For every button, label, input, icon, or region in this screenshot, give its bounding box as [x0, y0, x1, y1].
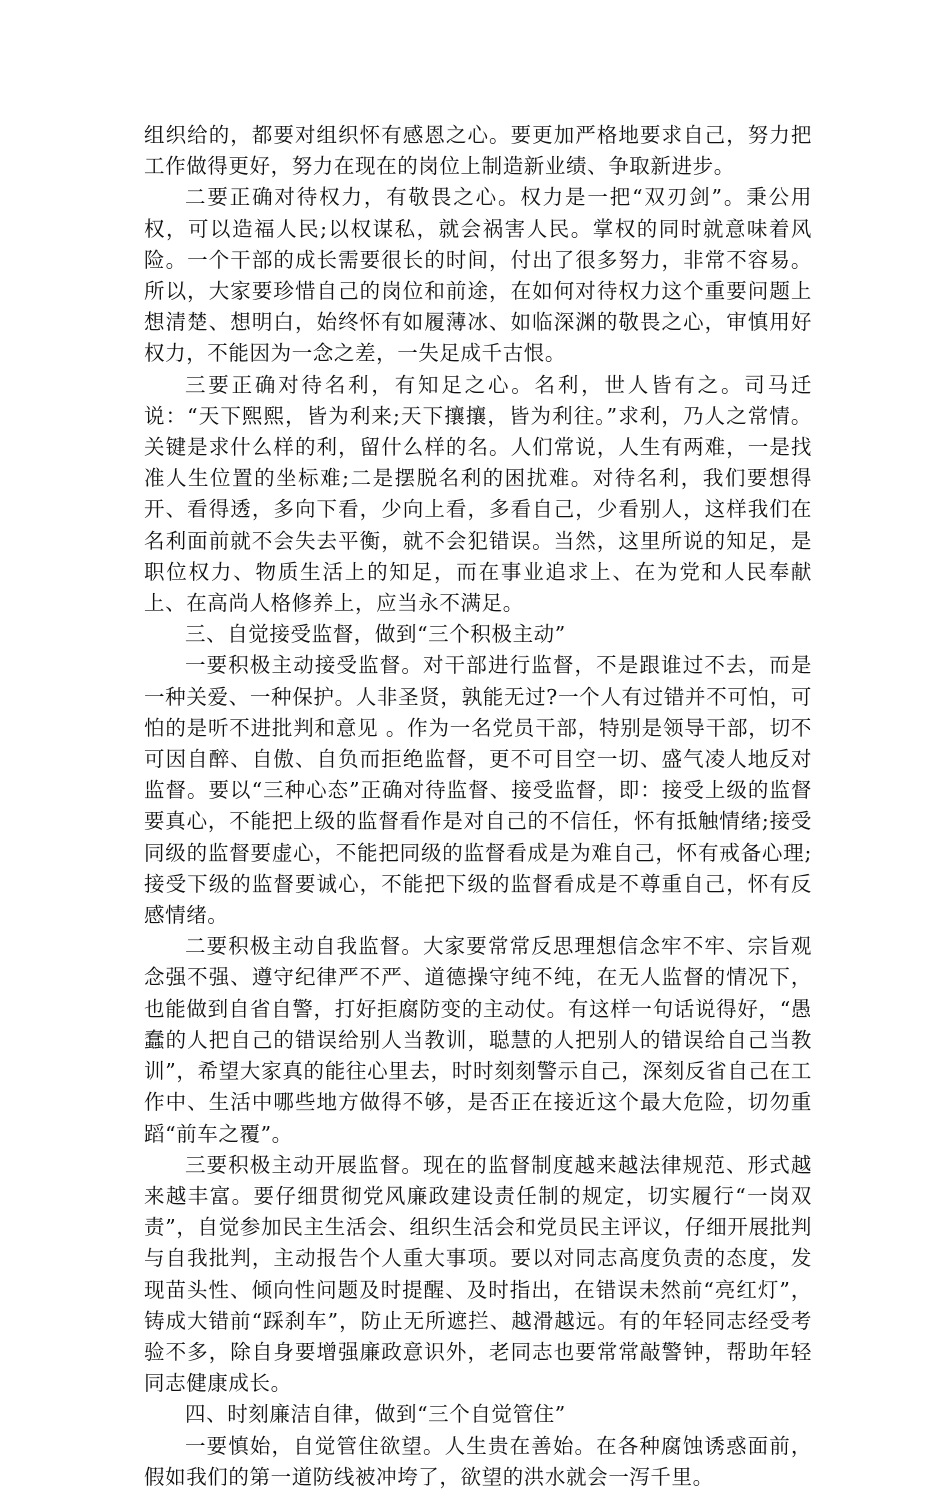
section-heading-self-discipline: 四、时刻廉洁自律，做到“三个自觉管住” — [185, 1402, 566, 1427]
paragraph-accept-supervision: 一要积极主动接受监督。对干部进行监督，不是跟谁过不去，而是一种关爱、一种保护。人非圣贤，孰能无过?一个人有过错并不可怕，可怕的是听不进批判和意见 。作为一名党员干部，特别是领导干部，切不可因自醉、自傲、自负而拒绝监督，更不可目空一切、盛气凌人地反对监督。要以“三种心态”正确对待监督、接受监督，即：接受上级的监督要真心，不能把上级的监督看作是对自己的不信任，怀有抵触情绪;接受同级的监督要虚心，不能把同级的监督看成是为难自己，怀有戒备心理;接受下级的监督要诚心，不能把下级的监督看成是不尊重自己，怀有反感情绪。 — [144, 653, 812, 928]
paragraph-conduct-supervision: 三要积极主动开展监督。现在的监督制度越来越法律规范、形式越来越丰富。要仔细贯彻党风廉政建设责任制的规定，切实履行“一岗双责”，自觉参加民主生活会、组织生活会和党员民主评议，仔细开展批判与自我批判，主动报告个人重大事项。要以对同志高度负责的态度，发现苗头性、倾向性问题及时提醒、及时指出，在错误未然前“亮红灯”，铸成大错前“踩刹车”，防止无所遮拦、越滑越远。有的年轻同志经受考验不多，除自身要增强廉政意识外，老同志也要常常敲警钟，帮助年轻同志健康成长。 — [144, 1152, 812, 1396]
paragraph-self-supervision: 二要积极主动自我监督。大家要常常反思理想信念牢不牢、宗旨观念强不强、遵守纪律严不严、道德操守纯不纯，在无人监督的情况下，也能做到自省自警，打好拒腐防变的主动仗。有这样一句话说得好，“愚蠢的人把自己的错误给别人当教训，聪慧的人把别人的错误给自己当教训”，希望大家真的能往心里去，时时刻刻警示自己，深刻反省自己在工作中、生活中哪些地方做得不够，是否正在接近这个最大危险，切勿重蹈“前车之覆”。 — [144, 934, 812, 1146]
paragraph-power: 二要正确对待权力，有敬畏之心。权力是一把“双刃剑”。秉公用权，可以造福人民;以权谋私，就会祸害人民。掌权的同时就意味着风险。一个干部的成长需要很长的时间，付出了很多努力，非常不容易。所以，大家要珍惜自己的岗位和前途，在如何对待权力这个重要问题上想清楚、想明白，始终怀有如履薄冰、如临深渊的敬畏之心，审慎用好权力，不能因为一念之差，一失足成千古恨。 — [144, 185, 812, 366]
section-heading-supervision: 三、自觉接受监督，做到“三个积极主动” — [185, 622, 566, 647]
paragraph-cautious-start: 一要慎始，自觉管住欲望。人生贵在善始。在各种腐蚀诱惑面前，假如我们的第一道防线被冲垮了，欲望的洪水就会一泻千里。 — [144, 1433, 812, 1489]
document-body — [144, 120, 812, 1493]
paragraph-fame: 三要正确对待名利，有知足之心。名利，世人皆有之。司马迁说：“天下熙熙，皆为利来;天下攘攘，皆为利往。”求利，乃人之常情。关键是求什么样的利，留什么样的名。人们常说，人生有两难，一是找准人生位置的坐标难;二是摆脱名利的困扰难。对待名利，我们要想得开、看得透，多向下看，少向上看，多看自己，少看别人，这样我们在名利面前就不会失去平衡，就不会犯错误。当然，这里所说的知足，是职位权力、物质生活上的知足，而在事业追求上、在为党和人民奉献上、在高尚人格修养上，应当永不满足。 — [144, 372, 812, 616]
paragraph-continuation: 组织给的，都要对组织怀有感恩之心。要更加严格地要求自己，努力把工作做得更好，努力在现在的岗位上制造新业绩、争取新进步。 — [144, 123, 812, 179]
